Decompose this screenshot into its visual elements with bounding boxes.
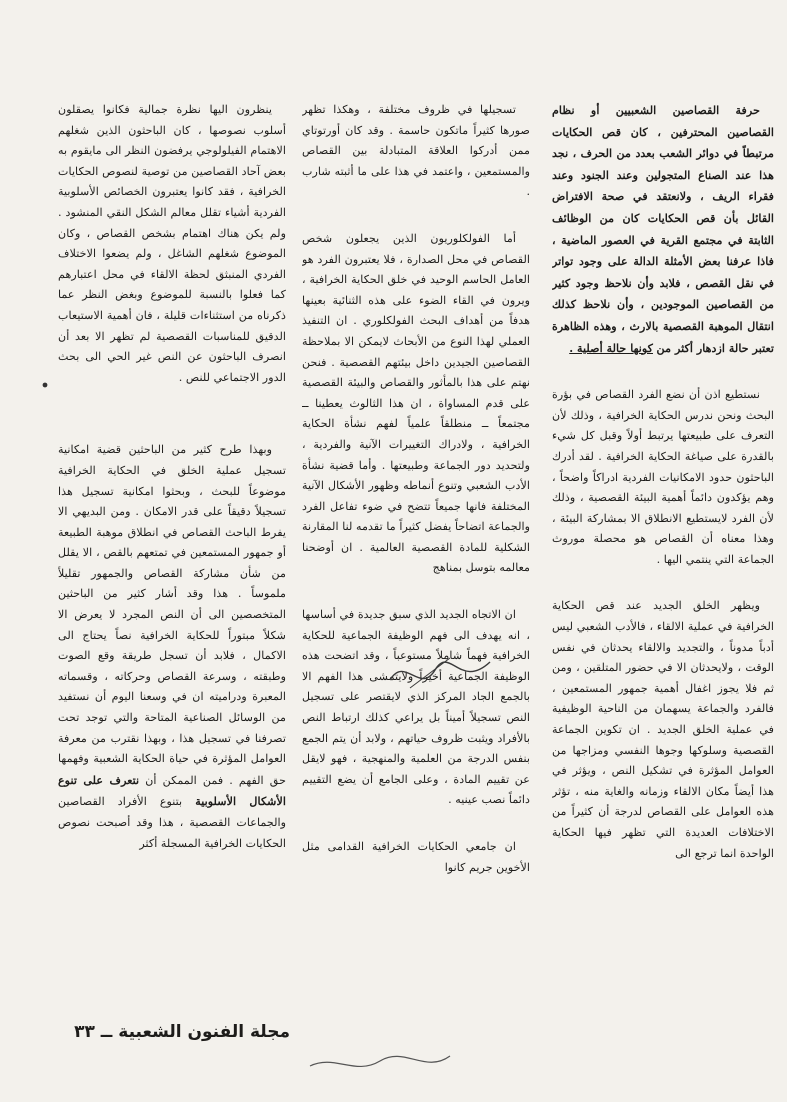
text-column-right — [552, 100, 774, 970]
paragraph: ينظرون اليها نظرة جمالية فكانوا يصقلون أسلوب نصوصها ، كان الباحثون الذين شغلهم الاهتمام الفيلولوجي يرفضون النظر الى مايقوم به بعض آحاد القصاصين من توصية لنصوص الحكايات الخرافية ، فقد كانوا يعتبرون الخصائص الأسلوبية الفردية أشياء تقلل معالم الشكل النقي المنشود . ولم يكن هناك اهتمام بشخص القصاص ، وكان الموضوع شغلهم الشاغل ، ولم يضعوا الاختلاف الفردي المنبثق لحظة الالقاء في محل اعتبارهم كما فعلوا بالنسبة للموضوع وبغض النظر عما ذكرناه من استثناءات قليلة ، فان أهمية الاستيعاب الدقيق للمناسبات القصصية لم تظهر الا بعد أن انصرف الباحثون عن النص غير الحي الى بحث الدور الاجتماعي للنص . — [58, 103, 286, 384]
paragraph: ويظهر الخلق الجديد عند قص الحكاية الخرافية في عملية الالقاء ، فالأدب الشعبي ليس أدباً مدوناً ، والتجديد والالقاء يحدثان في نفس الوقت ، ولايحدثان الا في حضور المتلقين ، ومن ثم فلا يجوز اغفال أهمية جمهور المستمعين ، فالفرد والجماعة يسهمان من الناحية الوظيفية في عملية الخلق الجديد . ان تكوين الجماعة القصصية وسلوكها وجوها النفسي ومزاجها من العوامل المؤثرة في تشكيل النص ، ويؤثر في هذا أيضاً مكان الالقاء وزمانه والغاية منه ، تؤثر هذه العوامل على القصاص لدرجة أن كثيراً من الاختلافات العديدة التي تظهر فيها الحكاية الواحدة انما ترجع الى — [552, 599, 774, 860]
paragraph-end: ان أوضحنا معالمه بتوسل بمناهج — [302, 540, 530, 575]
paragraph — [58, 440, 286, 854]
paragraph-end: بتنوع الأفراد القصاصين والجماعات القصصية ، هذا وقد أصبحت نصوص الحكايات الخرافية المسجلة أكثر — [58, 795, 286, 850]
text-column-middle — [302, 100, 530, 990]
scribble-mark-icon — [305, 1046, 455, 1080]
paragraph: نستطيع اذن أن نضع الفرد القصاص في بؤرة البحث ونحن ندرس الحكاية الخرافية ، وذلك لأن التعرف على طبيعتها يرتبط أولاً وقبل كل شيء بالقدرة على صياغة الحكاية الخرافية . لقد أدرك الباحثون حدود الامكانيات الفردية ادراكاً واضحاً ، وهم يؤكدون دائماً أهمية البيئة القصصية ، وذلك لأن الفرد لايستطيع الانطلاق الا بمشاركة البيئة ، وهذا معناه أن القصاص هو محصلة موروث الجماعة التي ينتمي اليها . — [552, 388, 774, 566]
paragraph-text: وبهذا طرح كثير من الباحثين قضية امكانية تسجيل عملية الخلق في الحكاية الخرافية موضوعاً للبحث ، وبحثوا امكانية تسجيل هذا تسجيلاً دقيقاً على قدر الامكان . ومن البديهي الا يفرط الباحث القصاص في انطلاق موهبة الطبيعة أو جمهور المستمعين في تمتعهم بالقص ، الا يقلل من شأن مشاركة القصاص والجمهور تقليلاً ملموساً . هذا وقد أشار كثير من الباحثين المتخصصين الى أن النص المجرد لا يعرض الا شكلاً مبتوراً للحكاية الخرافية نصاً يحتاج الى الاكمال ، فلابد أن تسجل طريقة وقع الصوت وطبقته ، وسرعة القصاص وحركاته ، وقسماته المعبرة ودراميته ان في وسعنا اليوم أن نستفيد من الوسائل الصناعية المتاحة والتي توجد تحت تصرفنا في تسجيل هذا ، وبهذا نقترب من معرفة العوامل المؤثرة في حياة الحكاية الشعبية وفهمها حق الفهم . فمن الممكن أن — [58, 443, 286, 787]
page-footer: مجلة الفنون الشعبية ــ ٣٣ — [74, 1022, 290, 1042]
paragraph-text: أما الفولكلوريون الذين يجعلون شخص القصاص في محل الصدارة ، فلا يعتبرون الفرد هو العامل الحاسم الوحيد في خلق الحكاية الخرافية ، ويرون في القاء الضوء على هذه الثنائية بعينها هدفاً من أهداف البحث الفولكلوري . ان التنفيذ العملي لهذا النوع من الأبحاث لايمكن الا بملاحظة القصاصين الجيدين داخل بيئتهم القصصية . فنحن نهتم على هذا بالمأثور والقصاص والبيئة القصصية على قدم المساواة ، ان هذا الثالوث يعطينا ــ مجتمعاً ــ منطلقاً علمياً لفهم نشأة الحكاية الخرافية ، ولادراك التغييرات الآنية والفردية ، ولتحديد دور الجماعة وطبيعتها . وأما قضية نشأة الأدب الشعبي وتنوع أنماطه وظهور الأشكال الآنية المختلفة فانها جميعاً تتضح في ضوء تفاعل الفرد والجماعة اتضاحاً يفضل كثيراً ما تقدمه لنا المقارنة الشكلية للمادة القصصية العالمية . — [302, 231, 530, 554]
handwritten-mark-icon — [380, 650, 500, 700]
paragraph: ان الاتجاه الجديد الذي سبق جديدة في أساسها ، انه يهدف الى فهم الوظيفة الجماعية للحكاية الخرافية فهماً شاملاً مستوعباً ، وقد اتضحت هذه الوظيفة الجماعية أخيراً ولايتمشى هذا الفهم الا بالجمع الجاد المركز الذي لايقتصر على تسجيل النص تسجيلاً أميناً بل يراعي كذلك ارتباط النص بالأفراد ويثبت ظروف حياتهم ، ولابد أن يتم الجمع بنفس الدرجة من العلمية والمنهجية ، فهو لايقل عن تقييم المادة ، وعلى الجامع أن يضع التقييم دائماً نصب عينيه . — [302, 608, 530, 807]
paragraph — [302, 229, 530, 579]
paragraph-text: حرفة القصاصين الشعبيين أو نظام القصاصين المحترفين ، كان قص الحكايات مرتبطاً في دوائر الشعب بعدد من الحرف ، نجد هذا عند الصناع المتجولين وعند الجنود وعند فقراء الريف ، ولانعتقد في صحة الافتراض القائل بأن قص الحكايات كان من الوظائف الثابتة في مجتمع القرية في العصور الماضية ، فاذا عرفنا بعض الأمثلة الدالة على وجود تواتر في نقل القصص ، فلابد وأن نلاحظ وجود كثير من القصاصين الموجودين ، وأن نلاحظ كذلك انتقال الموهبة القصصية بالارث ، وهذه الظاهرة تعتبر حالة ازدهار أكثر من — [552, 103, 774, 355]
paragraph: ان جامعي الحكايات الخرافية القدامى مثل الأخوين جريم كانوا — [302, 840, 530, 874]
margin-mark-icon — [40, 380, 50, 390]
paragraph: تسجيلها في ظروف مختلفة ، وهكذا تظهر صورها كثيراً ماتكون حاسمة . وقد كان أورتوتاي ممن أدركوا العلاقة المتبادلة بين القصاص والمستمعين ، واعتمد في هذا على ما أثبته شارب . — [302, 103, 530, 199]
bold-phrase: نتعرف على تنوع الأشكال الأسلوبية — [58, 772, 286, 809]
text-column-left — [58, 100, 286, 980]
paragraph — [552, 100, 774, 359]
paragraph-end: كونها حالة أصلية . — [569, 340, 653, 355]
